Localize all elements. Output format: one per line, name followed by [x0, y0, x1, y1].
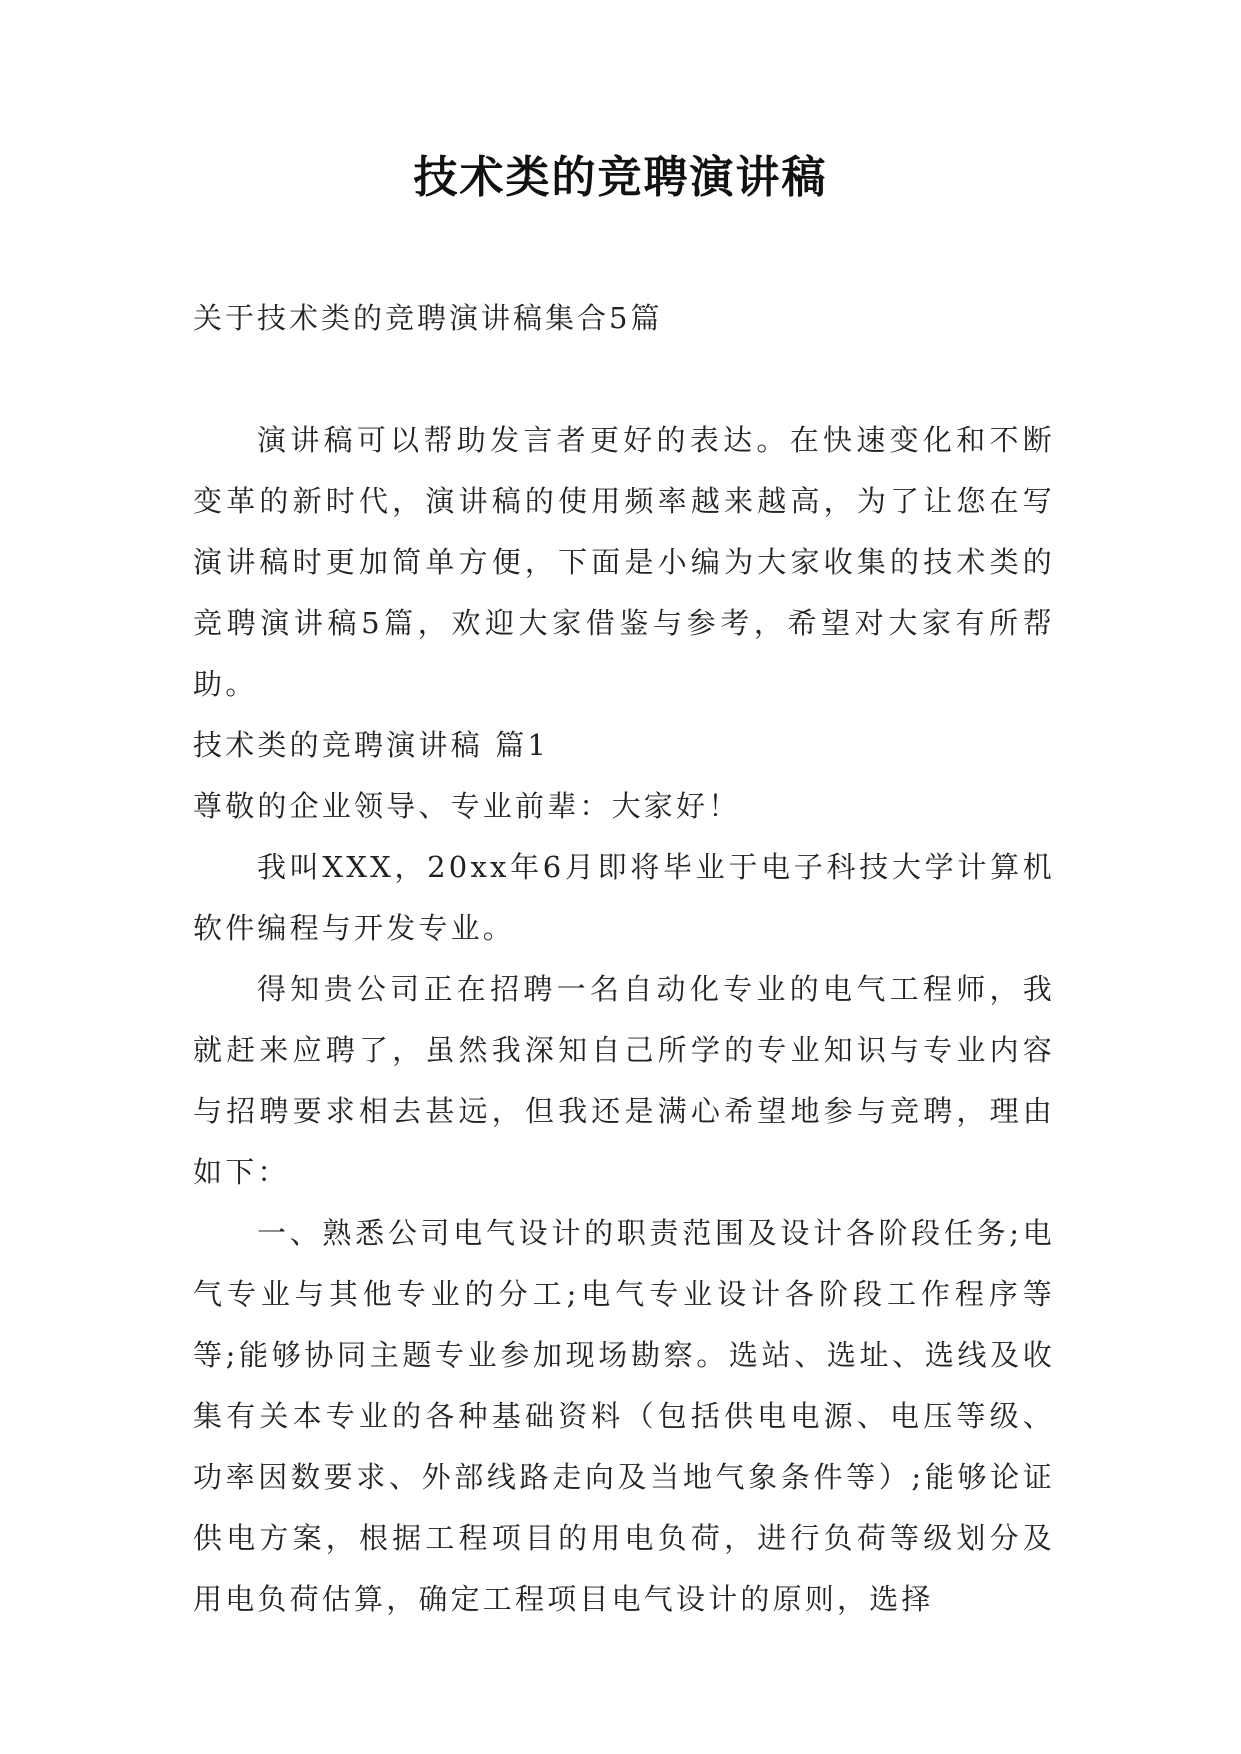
application-reason-paragraph: 得知贵公司正在招聘一名自动化专业的电气工程师，我就赶来应聘了，虽然我深知自己所学的专业知识与专业内容与招聘要求相去甚远，但我还是满心希望地参与竞聘，理由如下：: [193, 972, 1055, 1189]
point-one-paragraph: 一、熟悉公司电气设计的职责范围及设计各阶段任务;电气专业与其他专业的分工;电气专业设计各阶段工作程序等等;能够协同主题专业参加现场勘察。选站、选址、选线及收集有关本专业的各种基础资料（包括供电电源、电压等级、功率因数要求、外部线路走向及当地气象条件等）;能够论证供电方案，根据工程项目的用电负荷，进行负荷等级划分及用电负荷估算，确定工程项目电气设计的原则，选择: [193, 1216, 1055, 1616]
document-subtitle: 关于技术类的竞聘演讲稿集合5篇: [193, 301, 663, 335]
document-title: 技术类的竞聘演讲稿: [413, 152, 828, 203]
intro-paragraph: 演讲稿可以帮助发言者更好的表达。在快速变化和不断变革的新时代，演讲稿的使用频率越来越高，为了让您在写演讲稿时更加简单方便，下面是小编为大家收集的技术类的竞聘演讲稿5篇，欢迎大家借鉴与参考，希望对大家有所帮助。: [193, 423, 1055, 701]
document-body: [193, 410, 1055, 1630]
section-heading: 技术类的竞聘演讲稿 篇1: [193, 728, 550, 762]
salutation: 尊敬的企业领导、专业前辈：大家好！: [193, 789, 741, 823]
self-introduction-paragraph: 我叫XXX，20xx年6月即将毕业于电子科技大学计算机软件编程与开发专业。: [193, 850, 1055, 945]
